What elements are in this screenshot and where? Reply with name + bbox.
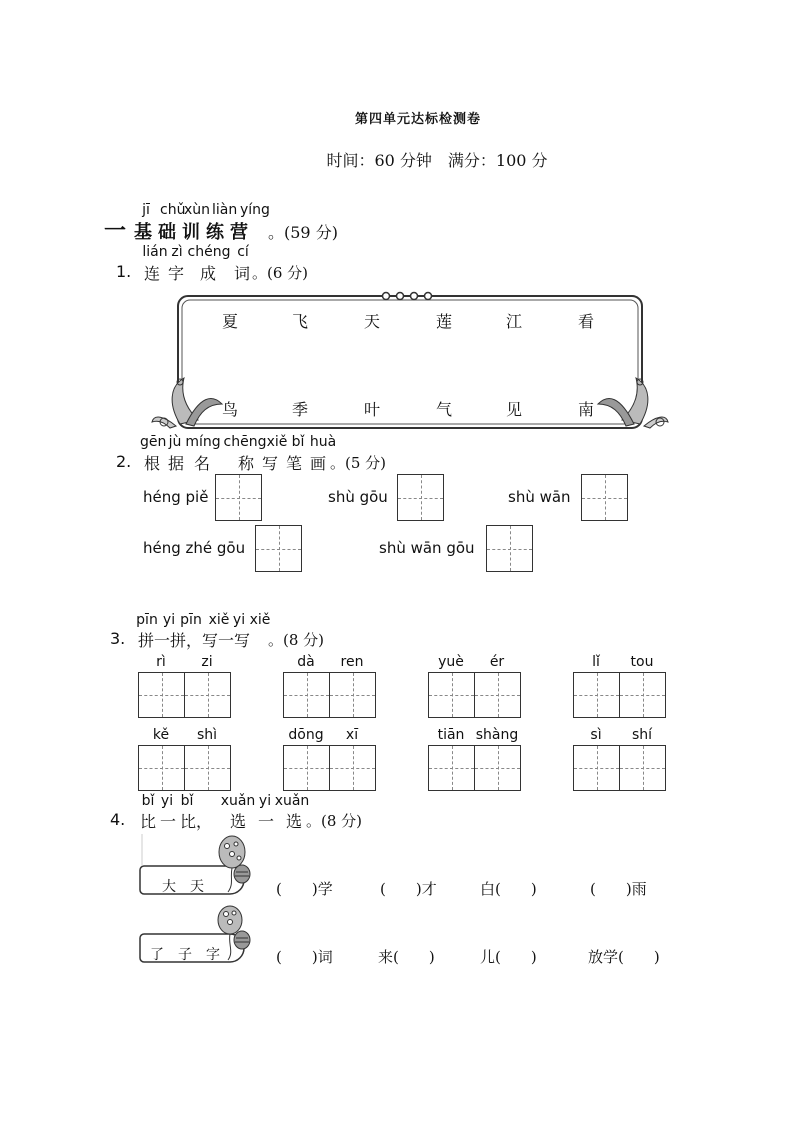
pinyin: yi [162,612,176,628]
pinyin: shàng [475,727,519,743]
answer-grid[interactable] [184,745,231,791]
answer-grid[interactable] [573,745,620,791]
pinyin: liàn [212,202,238,218]
hanzi: 根 [144,454,161,473]
pinyin: zi [201,654,213,670]
pinyin: tiān [437,727,465,743]
pinyin: ér [489,654,505,670]
stroke-label: shù gōu [328,488,388,506]
fill-blank[interactable]: 来( ) [378,948,435,966]
pinyin-word [138,725,231,745]
fill-blank[interactable]: ( )学 [276,880,333,898]
pinyin: yi [160,793,174,809]
answer-grid[interactable] [474,672,521,718]
answer-grid[interactable] [397,474,444,521]
pinyin: kě [152,727,170,743]
question-1-heading [116,244,416,284]
pinyin: huà [309,434,337,450]
answer-grid[interactable] [138,672,185,718]
word-card[interactable]: 莲 [436,312,453,331]
answer-grid[interactable] [215,474,262,521]
pinyin: sì [590,727,602,743]
pinyin: bǐ [291,434,305,450]
hanzi: 画 [310,454,327,473]
pinyin: chéng [187,244,231,260]
answer-grid[interactable] [474,745,521,791]
hanzi: 写 [262,454,279,473]
hanzi: 训 [182,222,206,243]
hanzi: 拼一拼，写一写 [138,631,251,650]
question-score: 。(8 分) [306,812,363,830]
pinyin: rì [156,654,166,670]
answer-grid[interactable] [255,525,302,572]
question-score: 。(6 分) [252,264,309,282]
pinyin-word [573,725,666,745]
pinyin: yi [258,793,272,809]
hanzi: 据 [168,454,185,473]
pinyin: yuè [438,654,464,670]
leaf-ornament-left [152,378,222,428]
pinyin-word [283,652,376,672]
answer-grid[interactable] [573,672,620,718]
pinyin: lián [142,244,168,260]
pinyin: chēng [223,434,267,450]
word-card[interactable]: 天 [364,312,381,331]
pinyin: lǐ [592,654,600,670]
hanzi: 词 [234,264,251,283]
pinyin: yíng [240,202,270,218]
pinyin-word [573,652,666,672]
pinyin: xiě [266,434,288,450]
hanzi: 称 [238,454,255,473]
answer-grid[interactable] [428,745,475,791]
question-number: 1. [116,262,132,281]
fill-blank[interactable]: ( )才 [380,880,437,898]
pinyin: xùn [184,202,211,218]
pinyin: míng [185,434,221,450]
section-heading [132,200,392,244]
question-number: 3. [110,629,126,648]
question-score: 。(5 分) [330,454,387,472]
choice-chars: 大 天 [162,879,204,895]
answer-grid[interactable] [581,474,628,521]
section-score: 。(59 分) [268,223,338,242]
hanzi: 比， [180,812,213,831]
pinyin: bǐ [180,793,194,809]
word-card[interactable]: 鸟 [222,400,239,419]
hanzi: 连 [144,264,161,283]
stroke-label: shù wān gōu [379,539,475,557]
pinyin-word [428,725,521,745]
pinyin: tou [630,654,654,670]
question-number: 2. [116,452,132,471]
fill-blank[interactable]: ( )词 [276,948,333,966]
pinyin: xī [345,727,359,743]
pinyin: xuǎn [220,793,256,809]
word-card[interactable]: 夏 [222,312,239,331]
pinyin-word [283,725,376,745]
answer-grid[interactable] [138,745,185,791]
hanzi: 一 [160,812,177,831]
word-card[interactable]: 江 [506,312,523,331]
leaf-ornament-right [598,378,668,428]
pinyin: gēn [140,434,167,450]
word-card[interactable]: 见 [506,400,523,419]
word-card[interactable]: 南 [578,400,595,419]
hanzi: 基 [134,222,158,243]
answer-grid[interactable] [329,745,376,791]
question-score: 。(8 分) [268,631,325,649]
stroke-label: shù wān [508,488,571,506]
answer-grid[interactable] [619,672,666,718]
fill-blank[interactable]: ( )雨 [590,880,647,898]
pinyin: shí [631,727,653,743]
question-3-heading [110,612,430,652]
question-4-heading [110,793,430,833]
stroke-label: héng piě [143,488,209,506]
pinyin: pīn [136,612,158,628]
pinyin: jù [168,434,182,450]
pinyin: pīn [180,612,202,628]
pinyin: chǔ [160,202,186,218]
hanzi: 营 [230,222,254,243]
word-card[interactable]: 季 [292,400,309,419]
pinyin: zì [171,244,183,260]
question-2-heading [116,434,436,474]
pinyin: xuǎn [274,793,310,809]
hanzi: 笔 [286,454,303,473]
stroke-label: héng zhé gōu [143,539,246,557]
hanzi: 成 [200,264,217,283]
pinyin: shì [196,727,218,743]
answer-grid[interactable] [428,672,475,718]
pinyin: jī [142,202,150,218]
hanzi: 一 [258,812,275,831]
fill-blank[interactable]: 白( ) [480,880,537,898]
hanzi: 选 [286,812,303,831]
answer-grid[interactable] [283,745,330,791]
word-card[interactable]: 看 [578,312,595,331]
question-number: 4. [110,810,126,829]
pinyin: xiě [249,612,271,628]
frame-ornament-top [378,293,442,300]
pinyin: xiě [208,612,230,628]
answer-grid[interactable] [619,745,666,791]
answer-grid[interactable] [329,672,376,718]
answer-grid[interactable] [283,672,330,718]
page-title: 第四单元达标检测卷 [354,112,481,127]
hanzi: 选 [230,812,247,831]
fill-blank[interactable]: 儿( ) [480,948,537,966]
choice-chars: 了 子 字 [150,947,220,963]
word-card[interactable]: 气 [436,400,453,419]
pinyin-word [428,652,521,672]
hanzi: 练 [206,222,230,243]
pinyin: ren [340,654,364,670]
fill-blank[interactable]: 放学( ) [588,948,660,966]
hanzi: 础 [158,222,182,243]
word-card[interactable]: 飞 [292,312,309,331]
pinyin: dōng [288,727,324,743]
word-card[interactable]: 叶 [364,400,381,419]
pinyin: yi [232,612,246,628]
pinyin: bǐ [141,793,155,809]
pinyin: dà [297,654,315,670]
answer-grid[interactable] [184,672,231,718]
hanzi: 字 [168,264,185,283]
section-number: 一 [104,218,127,244]
exam-meta: 时间：60 分钟 满分：100 分 [326,151,548,170]
hanzi: 名 [194,454,211,473]
answer-grid[interactable] [486,525,533,572]
hanzi: 比 [140,812,157,831]
pinyin: cí [237,244,249,260]
